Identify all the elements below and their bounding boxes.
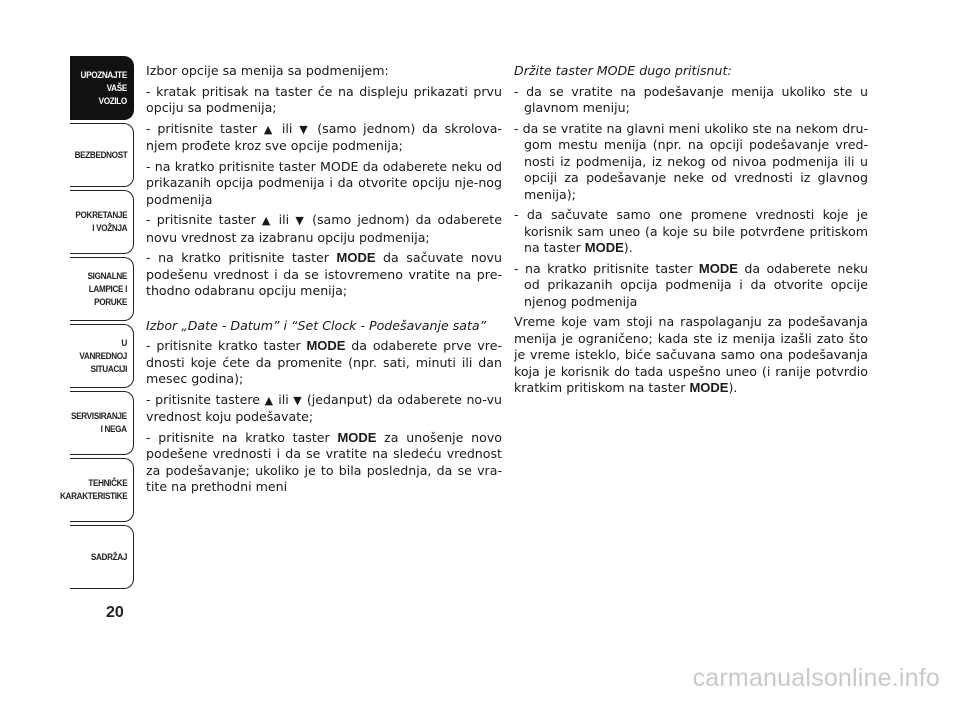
watermark: carmanualsonline.info — [692, 664, 940, 692]
mode-key-label: MODE — [337, 429, 377, 445]
up-arrow-icon: ▲ — [264, 393, 274, 407]
mode-key-label: MODE — [306, 338, 346, 353]
paragraph: - da se vratite na podešavanje menija ukoliko ste u glavnom meniju; — [514, 83, 868, 115]
tab-label: TEHNIČKE KARAKTERISTIKE — [59, 478, 127, 502]
tab-pokretanje-i-voznja[interactable] — [70, 190, 134, 254]
paragraph: - da sačuvate samo one promene vrednosti koje je korisnik sam uneo (a koje su bile potvrđene pritiskom na taster MODE). — [514, 207, 868, 255]
tab-servisiranje-i-nega[interactable] — [70, 391, 134, 455]
tab-tehnicke-karakteristike[interactable] — [59, 458, 134, 522]
paragraph: Izbor opcije sa menija sa podmenijem: — [146, 63, 389, 78]
tab-label: SIGNALNE LAMPICE I PORUKE — [87, 270, 127, 308]
left-column — [146, 63, 502, 500]
paragraph: - na kratko pritisnite taster MODE da odaberete neku od prikazanih opcija podmenija i da otvorite opcije njenog podmenija — [514, 260, 868, 309]
tab-label: UPOZNAJTE VAŠE VOZILO — [80, 69, 127, 107]
right-column — [514, 63, 868, 401]
paragraph: - kratak pritisak na taster će na displeju prikazati prvu opciju sa podmenija; — [146, 83, 502, 115]
tab-signalne-lampice[interactable] — [70, 257, 134, 321]
down-arrow-icon: ▼ — [299, 122, 311, 136]
tab-label: POKRETANJE I VOŽNJA — [75, 210, 127, 234]
tab-upoznajte-vase-vozilo[interactable] — [70, 56, 134, 120]
paragraph: - na kratko pritisnite taster MODE da odaberete neku od prikazanih opcija podmenija i da otvorite opciju nje-nog podmenija — [146, 158, 502, 207]
down-arrow-icon: ▼ — [293, 393, 303, 407]
up-arrow-icon: ▲ — [263, 122, 276, 136]
paragraph: - na kratko pritisnite taster MODE da sačuvate novu podešenu vrednost i da se istovremeno vratite na pre-thodno odabranu opciju menija; — [146, 250, 502, 298]
section-heading: Izbor „Date - Datum” i “Set Clock - Podešavanje sata” — [146, 317, 487, 333]
section-heading: Držite taster MODE dugo pritisnut: — [514, 63, 732, 78]
paragraph: Vreme koje vam stoji na raspolaganju za podešavanja menija je ograničeno; kada ste iz menija izašli zato što je vreme isteklo, biće sačuvana samo ona podešavanja koja je korisnik do tada uspešno uneo (i ranije potvrdio kratkim pritiskom na taster MODE). — [514, 314, 868, 395]
paragraph: - pritisnite taster ▲ ili ▼ (samo jednom) da skrolova-njem prođete kroz sve opcije podmenija; — [146, 120, 502, 153]
tab-bezbednost[interactable] — [70, 123, 134, 187]
paragraph: - da se vratite na glavni meni ukoliko ste na nekom dru-gom mestu menija (npr. na opciji podešavanje vred-nosti iz podmenija, iz nekog od nivoa podmenija ili u opciji za podešavanje neke od vrednosti iz glavnog menija); — [514, 120, 868, 202]
mode-key-label: MODE — [584, 240, 624, 255]
tab-sadrzaj[interactable] — [70, 525, 134, 589]
mode-key-label: MODE — [336, 250, 376, 265]
mode-key-label: MODE — [698, 260, 738, 276]
paragraph: - pritisnite taster ▲ ili ▼ (samo jednom) da odaberete novu vrednost za izabranu opciju podmenija; — [146, 212, 502, 245]
up-arrow-icon: ▲ — [261, 214, 273, 227]
page-number: 20 — [106, 604, 124, 621]
tab-label: BEZBEDNOST — [74, 149, 127, 161]
tab-label: SADRŽAJ — [90, 551, 127, 563]
tab-u-vanrednoj-situaciji[interactable] — [70, 324, 134, 388]
tab-label: SERVISIRANJE I NEGA — [71, 411, 127, 435]
paragraph: - pritisnite tastere ▲ ili ▼ (jedanput) da odaberete no-vu vrednost koju podešavate; — [146, 391, 502, 424]
down-arrow-icon: ▼ — [295, 214, 306, 227]
mode-key-label: MODE — [689, 380, 729, 395]
paragraph: - pritisnite na kratko taster MODE za unošenje novo podešene vrednosti i da se vratite na sledeću vrednost za podešavanje; ukoliko je to bila poslednja, da se vra-tite na prethodni meni — [146, 429, 502, 494]
tab-label: U VANREDNOJ SITUACIJI — [79, 337, 127, 375]
paragraph: - pritisnite kratko taster MODE da odaberete prve vre-dnosti koje ćete da promenite (npr. sati, minuti ili dan mesec godina); — [146, 338, 502, 386]
